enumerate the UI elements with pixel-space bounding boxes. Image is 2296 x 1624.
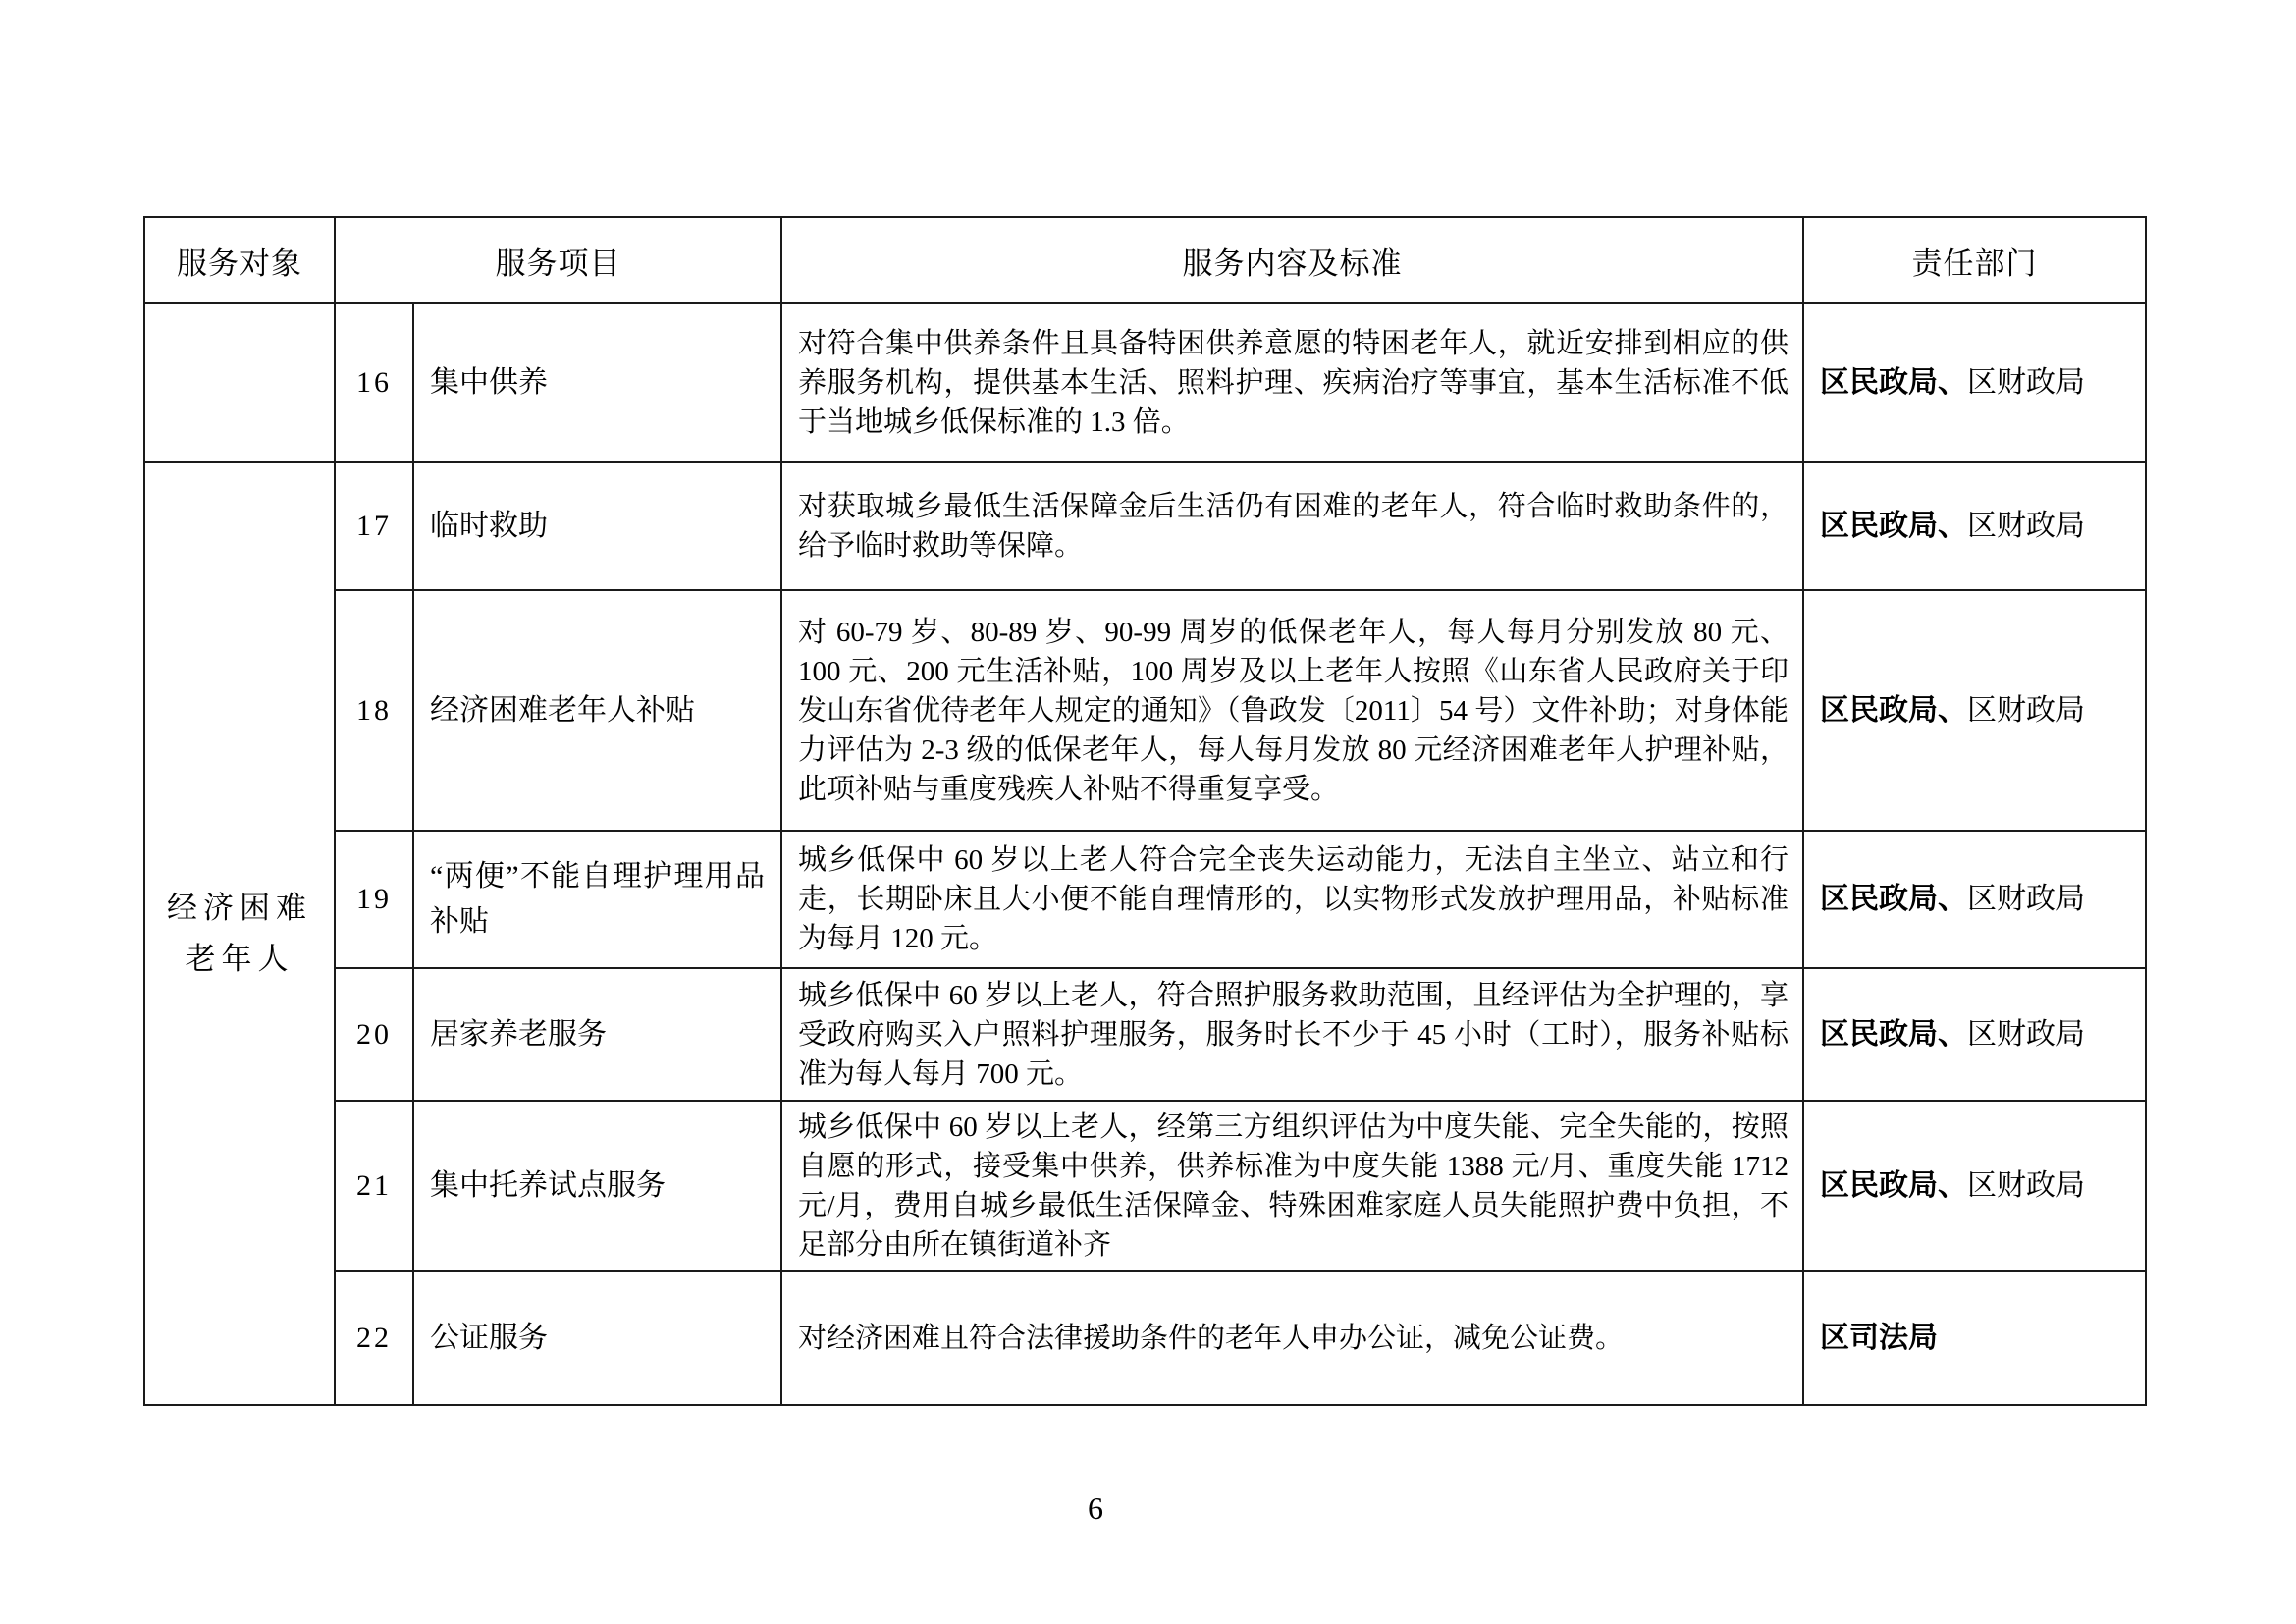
department-primary: 区民政局、 xyxy=(1820,366,1967,399)
table-row xyxy=(144,590,2146,831)
service-table xyxy=(143,216,2147,1406)
department-secondary: 区财政局 xyxy=(1967,510,2085,542)
department-cell xyxy=(1803,1271,2146,1405)
department-primary: 区民政局、 xyxy=(1820,1168,1967,1202)
row-number: 19 xyxy=(335,831,413,968)
target-cell-blank xyxy=(144,303,335,462)
service-content: 对经济困难且符合法律援助条件的老年人申办公证，减免公证费。 xyxy=(781,1271,1803,1405)
department-primary: 区民政局、 xyxy=(1820,1017,1967,1051)
row-number: 22 xyxy=(335,1271,413,1405)
department-cell xyxy=(1803,462,2146,590)
service-content: 对 60-79 岁、80-89 岁、90-99 周岁的低保老年人，每人每月分别发放 80 元、100 元、200 元生活补贴，100 周岁及以上老年人按照《山东省人民政府关于印发山东省优待老年人规定的通知》（鲁政发〔2011〕54 号）文件补助；对身体能力评估为 2-3 级的低保老年人，每人每月发放 80 元经济困难老年人护理补贴，此项补贴与重度残疾人补贴不得重复享受。 xyxy=(781,590,1803,831)
header-department: 责任部门 xyxy=(1803,217,2146,303)
target-cell-economic-difficulty: 经济困难老年人 xyxy=(144,462,335,1405)
department-primary: 区民政局、 xyxy=(1820,510,1967,542)
department-secondary: 区财政局 xyxy=(1967,693,2085,727)
service-item: 公证服务 xyxy=(413,1271,781,1405)
department-primary: 区司法局 xyxy=(1820,1321,1938,1354)
service-item: 经济困难老年人补贴 xyxy=(413,590,781,831)
service-item: 居家养老服务 xyxy=(413,968,781,1101)
row-number: 16 xyxy=(335,303,413,462)
service-content: 城乡低保中 60 岁以上老人，经第三方组织评估为中度失能、完全失能的，按照自愿的形式，接受集中供养，供养标准为中度失能 1388 元/月、重度失能 1712 元/月，费用自城乡最低生活保障金、特殊困难家庭人员失能照护费中负担，不足部分由所在镇街道补齐 xyxy=(781,1101,1803,1271)
service-item: 临时救助 xyxy=(413,462,781,590)
table-row xyxy=(144,462,2146,590)
table-row xyxy=(144,1101,2146,1271)
table-row xyxy=(144,968,2146,1101)
table-row xyxy=(144,831,2146,968)
service-content: 对获取城乡最低生活保障金后生活仍有困难的老年人，符合临时救助条件的，给予临时救助等保障。 xyxy=(781,462,1803,590)
service-content: 对符合集中供养条件且具备特困供养意愿的特困老年人，就近安排到相应的供养服务机构，提供基本生活、照料护理、疾病治疗等事宜，基本生活标准不低于当地城乡低保标准的 1.3 倍。 xyxy=(781,303,1803,462)
department-primary: 区民政局、 xyxy=(1820,883,1967,915)
header-service-item: 服务项目 xyxy=(335,217,781,303)
department-cell xyxy=(1803,590,2146,831)
service-item: 集中供养 xyxy=(413,303,781,462)
table-row xyxy=(144,303,2146,462)
service-item: “两便”不能自理护理用品补贴 xyxy=(413,831,781,968)
header-service-content: 服务内容及标准 xyxy=(781,217,1803,303)
table-header-row xyxy=(144,217,2146,303)
service-item: 集中托养试点服务 xyxy=(413,1101,781,1271)
department-cell xyxy=(1803,831,2146,968)
department-cell xyxy=(1803,303,2146,462)
department-secondary: 区财政局 xyxy=(1967,1168,2085,1202)
table-row xyxy=(144,1271,2146,1405)
row-number: 18 xyxy=(335,590,413,831)
page-number: 6 xyxy=(1088,1490,1103,1526)
row-number: 21 xyxy=(335,1101,413,1271)
department-cell xyxy=(1803,968,2146,1101)
header-service-target: 服务对象 xyxy=(144,217,335,303)
department-cell xyxy=(1803,1101,2146,1271)
department-secondary: 区财政局 xyxy=(1967,1017,2085,1051)
row-number: 20 xyxy=(335,968,413,1101)
service-content: 城乡低保中 60 岁以上老人，符合照护服务救助范围，且经评估为全护理的，享受政府购买入户照料护理服务，服务时长不少于 45 小时（工时），服务补贴标准为每人每月 700 元。 xyxy=(781,968,1803,1101)
department-primary: 区民政局、 xyxy=(1820,693,1967,727)
department-secondary: 区财政局 xyxy=(1967,366,2085,399)
row-number: 17 xyxy=(335,462,413,590)
service-content: 城乡低保中 60 岁以上老人符合完全丧失运动能力，无法自主坐立、站立和行走，长期卧床且大小便不能自理情形的，以实物形式发放护理用品，补贴标准为每月 120 元。 xyxy=(781,831,1803,968)
department-secondary: 区财政局 xyxy=(1967,883,2085,915)
